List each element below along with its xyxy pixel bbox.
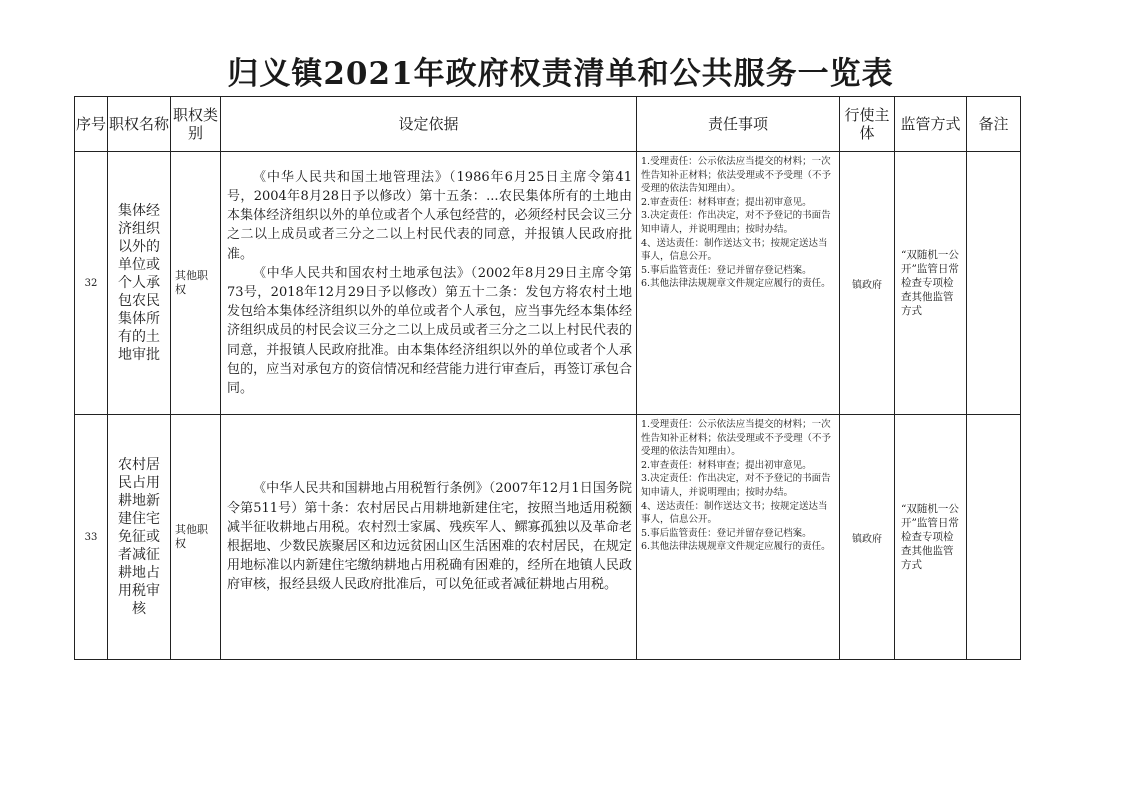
row-authority-name: 集体经济组织以外的单位或个人承包农民集体所有的土地审批 — [108, 152, 171, 415]
row-note — [967, 152, 1021, 415]
row-authority-name: 农村居民占用耕地新建住宅免征或者减征耕地占用税审核 — [108, 415, 171, 660]
basis-paragraph: 《中华人民共和国耕地占用税暂行条例》（2007年12月1日国务院令第511号）第十条：农村居民占用耕地新建住宅，按照当地适用税额减半征收耕地占用税。农村烈士家属、残疾军人、鳏寡孤独以及革命老根据地、少数民族聚居区和边远贫困山区生活困难的农村居民，在规定用地标准以内新建住宅缴纳耕地占用税确有困难的，经所在地镇人民政府审核，报经县级人民政府批准后，可以免征或者减征耕地占用税。 — [227, 481, 632, 593]
row-basis — [221, 415, 637, 660]
authority-table — [74, 96, 1021, 660]
header-name: 职权名称 — [108, 97, 171, 152]
row-seq: 33 — [75, 415, 108, 660]
resp-item: 4、送达责任：制作送达文书；按规定送达当事人，信息公开。 — [641, 500, 828, 526]
header-supervision: 监管方式 — [895, 97, 967, 152]
resp-item: 5.事后监管责任：登记并留存登记档案。 — [641, 527, 812, 539]
table-row — [75, 152, 1021, 415]
row-body: 镇政府 — [840, 415, 895, 660]
row-responsibility — [637, 415, 840, 660]
resp-item: 6.其他法律法规规章文件规定应履行的责任。 — [641, 541, 831, 553]
resp-item: 5.事后监管责任：登记并留存登记档案。 — [641, 264, 812, 276]
basis-text — [227, 168, 632, 398]
header-category: 职权类别 — [171, 97, 221, 152]
row-category: 其他职权 — [171, 152, 221, 415]
header-seq: 序号 — [75, 97, 108, 152]
header-basis: 设定依据 — [221, 97, 637, 152]
resp-item: 3.决定责任：作出决定，对不予登记的书面告知申请人，并说明理由；按时办结。 — [641, 210, 831, 235]
header-responsibility: 责任事项 — [637, 97, 840, 152]
row-responsibility — [637, 152, 840, 415]
resp-item: 4、送达责任：制作送达文书；按规定送达当事人，信息公开。 — [641, 237, 828, 263]
resp-item: 1.受理责任：公示依法应当提交的材料；一次性告知补正材料；依法受理或不予受理（不予受理的依法告知理由）。 — [641, 156, 832, 195]
table-header-row — [75, 97, 1021, 152]
resp-item: 2.审查责任：材料审查；提出初审意见。 — [641, 459, 812, 471]
resp-item: 6.其他法律法规规章文件规定应履行的责任。 — [641, 278, 831, 290]
row-body: 镇政府 — [840, 152, 895, 415]
row-category: 其他职权 — [171, 415, 221, 660]
table-row — [75, 415, 1021, 660]
resp-item: 2.审查责任：材料审查；提出初审意见。 — [641, 196, 812, 208]
resp-item: 3.决定责任：作出决定，对不予登记的书面告知申请人，并说明理由；按时办结。 — [641, 473, 831, 498]
row-note — [967, 415, 1021, 660]
basis-paragraph: 《中华人民共和国农村土地承包法》（2002年8月29日主席令第73号，2018年12月29日予以修改）第五十二条：发包方将农村土地发包给本集体经济组织以外的单位或者个人承包，应当事先经本集体经济组织成员的村民会议三分之二以上成员或者三分之二以上村民代表的同意，并报镇人民政府批准。由本集体经济组织以外的单位或者个人承包的，应当对承包方的资信情况和经营能力进行审查后，再签订承包合同。 — [227, 265, 632, 397]
row-seq: 32 — [75, 152, 108, 415]
resp-item: 1.受理责任：公示依法应当提交的材料；一次性告知补正材料；依法受理或不予受理（不予受理的依法告知理由）。 — [641, 419, 832, 458]
row-basis — [221, 152, 637, 415]
row-supervision: “双随机一公开”监管日常检查专项检查其他监管方式 — [895, 415, 967, 660]
basis-paragraph: 《中华人民共和国土地管理法》（1986年6月25日主席令第41号，2004年8月28日予以修改）第十五条：...农民集体所有的土地由本集体经济组织以外的单位或者个人承包经营的，必须经村民会议三分之二以上成员或者三分之二以上村民代表的同意，并报镇人民政府批准。 — [227, 169, 632, 262]
page-title: 归义镇2021年政府权责清单和公共服务一览表 — [227, 56, 894, 92]
header-note: 备注 — [967, 97, 1021, 152]
header-body: 行使主体 — [840, 97, 895, 152]
basis-text — [227, 479, 632, 594]
row-supervision: “双随机一公开”监管日常检查专项检查其他监管方式 — [895, 152, 967, 415]
